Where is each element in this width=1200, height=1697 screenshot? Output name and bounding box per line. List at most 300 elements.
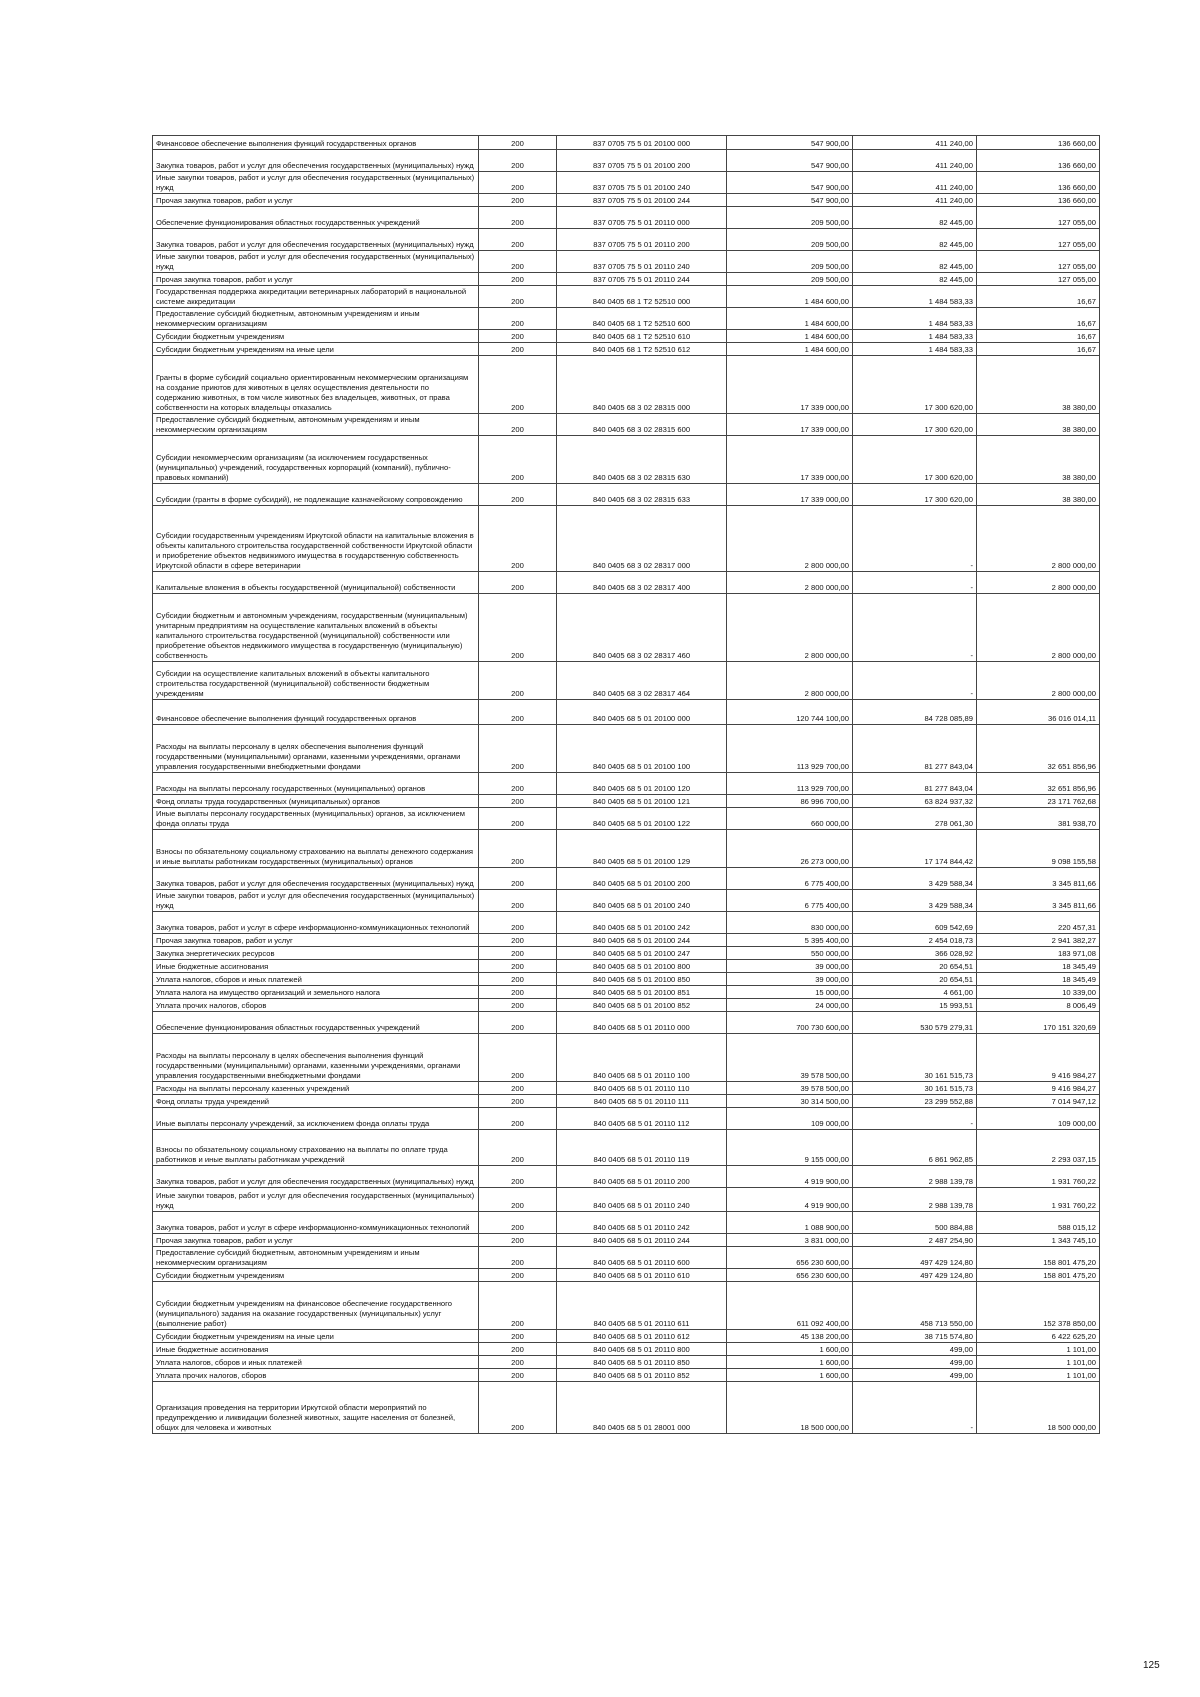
cell-approved-amount: 17 339 000,00 (727, 484, 853, 506)
cell-name: Закупка товаров, работ и услуг в сфере информационно-коммуникационных технологий (153, 912, 479, 934)
cell-unexecuted-amount: 32 651 856,96 (977, 725, 1100, 773)
cell-classification-code: 840 0405 68 1 Т2 52510 612 (557, 343, 727, 356)
table-row (153, 1269, 1100, 1282)
cell-executed-amount: 2 454 018,73 (853, 934, 977, 947)
cell-approved-amount: 6 775 400,00 (727, 890, 853, 912)
cell-classification-code: 837 0705 75 5 01 20110 200 (557, 229, 727, 251)
cell-line-code: 200 (479, 773, 557, 795)
cell-approved-amount: 2 800 000,00 (727, 506, 853, 572)
cell-name: Фонд оплаты труда учреждений (153, 1095, 479, 1108)
cell-approved-amount: 2 800 000,00 (727, 662, 853, 700)
table-row (153, 1188, 1100, 1212)
cell-classification-code: 840 0405 68 5 01 20110 852 (557, 1369, 727, 1382)
cell-unexecuted-amount: 9 416 984,27 (977, 1082, 1100, 1095)
cell-unexecuted-amount: 16,67 (977, 308, 1100, 330)
cell-executed-amount: 82 445,00 (853, 229, 977, 251)
cell-unexecuted-amount: 183 971,08 (977, 947, 1100, 960)
table-row (153, 868, 1100, 890)
cell-unexecuted-amount: 3 345 811,66 (977, 890, 1100, 912)
cell-executed-amount: 17 300 620,00 (853, 436, 977, 484)
cell-line-code: 200 (479, 1234, 557, 1247)
cell-unexecuted-amount: 588 015,12 (977, 1212, 1100, 1234)
cell-unexecuted-amount: 10 339,00 (977, 986, 1100, 999)
cell-name: Субсидии бюджетным учреждениям на иные цели (153, 343, 479, 356)
cell-executed-amount: 3 429 588,34 (853, 890, 977, 912)
cell-name: Гранты в форме субсидий социально ориентированным некоммерческим организациям на создание приютов для животных в целях осуществления деятельности по содержанию животных, в том числе животных без владельцев, животных, от права собственности на которых владельцы отказались (153, 356, 479, 414)
cell-unexecuted-amount: 1 931 760,22 (977, 1188, 1100, 1212)
cell-unexecuted-amount: 158 801 475,20 (977, 1247, 1100, 1269)
table-row (153, 1212, 1100, 1234)
cell-executed-amount: 17 300 620,00 (853, 484, 977, 506)
cell-classification-code: 840 0405 68 5 01 20110 800 (557, 1343, 727, 1356)
cell-name: Иные закупки товаров, работ и услуг для обеспечения государственных (муниципальных) нужд (153, 890, 479, 912)
cell-executed-amount: 84 728 085,89 (853, 700, 977, 725)
cell-name: Финансовое обеспечение выполнения функций государственных органов (153, 700, 479, 725)
cell-classification-code: 840 0405 68 5 01 20100 129 (557, 830, 727, 868)
cell-line-code: 200 (479, 960, 557, 973)
cell-name: Иные закупки товаров, работ и услуг для обеспечения государственных (муниципальных) нужд (153, 1188, 479, 1212)
cell-unexecuted-amount: 18 500 000,00 (977, 1382, 1100, 1434)
cell-approved-amount: 660 000,00 (727, 808, 853, 830)
cell-unexecuted-amount: 6 422 625,20 (977, 1330, 1100, 1343)
cell-line-code: 200 (479, 1012, 557, 1034)
cell-name: Взносы по обязательному социальному страхованию на выплаты по оплате труда работников и иные выплаты работникам учреждений (153, 1130, 479, 1166)
cell-approved-amount: 4 919 900,00 (727, 1188, 853, 1212)
cell-approved-amount: 209 500,00 (727, 251, 853, 273)
cell-classification-code: 837 0705 75 5 01 20110 244 (557, 273, 727, 286)
cell-approved-amount: 656 230 600,00 (727, 1247, 853, 1269)
cell-classification-code: 840 0405 68 5 01 28001 000 (557, 1382, 727, 1434)
cell-approved-amount: 18 500 000,00 (727, 1382, 853, 1434)
cell-classification-code: 840 0405 68 3 02 28317 400 (557, 572, 727, 594)
cell-name: Уплата налогов, сборов и иных платежей (153, 1356, 479, 1369)
cell-approved-amount: 1 484 600,00 (727, 343, 853, 356)
table-row (153, 330, 1100, 343)
cell-executed-amount: - (853, 594, 977, 662)
cell-executed-amount: 82 445,00 (853, 251, 977, 273)
cell-executed-amount: 2 988 139,78 (853, 1166, 977, 1188)
cell-executed-amount: 20 654,51 (853, 960, 977, 973)
table-row (153, 1234, 1100, 1247)
cell-approved-amount: 113 929 700,00 (727, 725, 853, 773)
cell-classification-code: 840 0405 68 5 01 20110 242 (557, 1212, 727, 1234)
cell-executed-amount: 82 445,00 (853, 207, 977, 229)
cell-approved-amount: 39 578 500,00 (727, 1082, 853, 1095)
cell-unexecuted-amount: 2 800 000,00 (977, 506, 1100, 572)
cell-name: Уплата налогов, сборов и иных платежей (153, 973, 479, 986)
table-row (153, 725, 1100, 773)
cell-name: Предоставление субсидий бюджетным, автономным учреждениям и иным некоммерческим организациям (153, 1247, 479, 1269)
table-row (153, 1166, 1100, 1188)
cell-line-code: 200 (479, 414, 557, 436)
cell-approved-amount: 547 900,00 (727, 194, 853, 207)
cell-name: Субсидии бюджетным учреждениям (153, 1269, 479, 1282)
cell-line-code: 200 (479, 700, 557, 725)
cell-approved-amount: 209 500,00 (727, 273, 853, 286)
cell-unexecuted-amount: 158 801 475,20 (977, 1269, 1100, 1282)
cell-unexecuted-amount: 38 380,00 (977, 356, 1100, 414)
cell-executed-amount: 17 300 620,00 (853, 356, 977, 414)
cell-unexecuted-amount: 127 055,00 (977, 229, 1100, 251)
cell-name: Субсидии бюджетным и автономным учреждениям, государственным (муниципальным) унитарным предприятиям на осуществление капитальных вложений в объекты капитального строительства государственной (муниципальной) собственности или приобретение объектов недвижимого имущества в государственную (муниципальную) собственность (153, 594, 479, 662)
table-row (153, 286, 1100, 308)
table-row (153, 662, 1100, 700)
cell-approved-amount: 113 929 700,00 (727, 773, 853, 795)
cell-approved-amount: 1 484 600,00 (727, 330, 853, 343)
cell-executed-amount: 17 300 620,00 (853, 414, 977, 436)
cell-line-code: 200 (479, 986, 557, 999)
cell-executed-amount: 411 240,00 (853, 136, 977, 150)
table-row (153, 808, 1100, 830)
table-row (153, 1382, 1100, 1434)
cell-line-code: 200 (479, 830, 557, 868)
cell-name: Организация проведения на территории Иркутской области мероприятий по предупреждению и ликвидации болезней животных, защите населения от болезней, общих для человека и животных (153, 1382, 479, 1434)
cell-executed-amount: 1 484 583,33 (853, 343, 977, 356)
cell-executed-amount: 497 429 124,80 (853, 1247, 977, 1269)
cell-name: Взносы по обязательному социальному страхованию на выплаты денежного содержания и иные выплаты работникам государственных (муниципальных) органов (153, 830, 479, 868)
table-row (153, 960, 1100, 973)
cell-line-code: 200 (479, 1356, 557, 1369)
cell-unexecuted-amount: 2 800 000,00 (977, 594, 1100, 662)
cell-unexecuted-amount: 220 457,31 (977, 912, 1100, 934)
cell-line-code: 200 (479, 1108, 557, 1130)
cell-classification-code: 837 0705 75 5 01 20110 240 (557, 251, 727, 273)
cell-line-code: 200 (479, 725, 557, 773)
cell-classification-code: 840 0405 68 1 Т2 52510 600 (557, 308, 727, 330)
cell-executed-amount: - (853, 662, 977, 700)
cell-unexecuted-amount: 38 380,00 (977, 414, 1100, 436)
cell-name: Иные закупки товаров, работ и услуг для обеспечения государственных (муниципальных) нужд (153, 172, 479, 194)
cell-line-code: 200 (479, 1166, 557, 1188)
cell-approved-amount: 26 273 000,00 (727, 830, 853, 868)
cell-unexecuted-amount: 109 000,00 (977, 1108, 1100, 1130)
cell-unexecuted-amount: 38 380,00 (977, 436, 1100, 484)
cell-executed-amount: 411 240,00 (853, 150, 977, 172)
cell-classification-code: 840 0405 68 1 Т2 52510 000 (557, 286, 727, 308)
cell-executed-amount: 278 061,30 (853, 808, 977, 830)
table-row (153, 356, 1100, 414)
cell-classification-code: 840 0405 68 3 02 28315 600 (557, 414, 727, 436)
table-row (153, 1012, 1100, 1034)
cell-name: Субсидии некоммерческим организациям (за исключением государственных (муниципальных) учреждений, государственных корпораций (компаний), публично-правовых компаний) (153, 436, 479, 484)
cell-line-code: 200 (479, 1382, 557, 1434)
cell-approved-amount: 830 000,00 (727, 912, 853, 934)
cell-approved-amount: 17 339 000,00 (727, 436, 853, 484)
cell-approved-amount: 39 578 500,00 (727, 1034, 853, 1082)
cell-executed-amount: - (853, 572, 977, 594)
cell-approved-amount: 109 000,00 (727, 1108, 853, 1130)
cell-name: Фонд оплаты труда государственных (муниципальных) органов (153, 795, 479, 808)
table-row (153, 999, 1100, 1012)
cell-unexecuted-amount: 9 098 155,58 (977, 830, 1100, 868)
cell-approved-amount: 1 600,00 (727, 1356, 853, 1369)
table-row (153, 308, 1100, 330)
cell-approved-amount: 1 088 900,00 (727, 1212, 853, 1234)
cell-line-code: 200 (479, 1330, 557, 1343)
cell-line-code: 200 (479, 207, 557, 229)
cell-classification-code: 837 0705 75 5 01 20100 240 (557, 172, 727, 194)
cell-classification-code: 840 0405 68 5 01 20110 111 (557, 1095, 727, 1108)
cell-executed-amount: 458 713 550,00 (853, 1282, 977, 1330)
cell-name: Субсидии государственным учреждениям Иркутской области на капитальные вложения в объекты капитального строительства государственной собственности Иркутской области и приобретение объектов недвижимого имущества в государственную собственность Иркутской области в сфере ветеринарии (153, 506, 479, 572)
cell-line-code: 200 (479, 229, 557, 251)
cell-classification-code: 840 0405 68 5 01 20100 850 (557, 973, 727, 986)
table-row (153, 484, 1100, 506)
table-row (153, 1356, 1100, 1369)
cell-executed-amount: 499,00 (853, 1343, 977, 1356)
table-row (153, 194, 1100, 207)
cell-approved-amount: 700 730 600,00 (727, 1012, 853, 1034)
table-row (153, 343, 1100, 356)
cell-executed-amount: 497 429 124,80 (853, 1269, 977, 1282)
cell-unexecuted-amount: 127 055,00 (977, 251, 1100, 273)
cell-unexecuted-amount: 32 651 856,96 (977, 773, 1100, 795)
cell-unexecuted-amount: 136 660,00 (977, 194, 1100, 207)
cell-executed-amount: 30 161 515,73 (853, 1082, 977, 1095)
cell-executed-amount: - (853, 1108, 977, 1130)
cell-executed-amount: 1 484 583,33 (853, 330, 977, 343)
cell-approved-amount: 39 000,00 (727, 973, 853, 986)
table-row (153, 436, 1100, 484)
cell-approved-amount: 9 155 000,00 (727, 1130, 853, 1166)
cell-name: Прочая закупка товаров, работ и услуг (153, 934, 479, 947)
cell-classification-code: 840 0405 68 5 01 20100 121 (557, 795, 727, 808)
cell-approved-amount: 86 996 700,00 (727, 795, 853, 808)
cell-name: Прочая закупка товаров, работ и услуг (153, 1234, 479, 1247)
table-row (153, 1330, 1100, 1343)
cell-approved-amount: 120 744 100,00 (727, 700, 853, 725)
cell-line-code: 200 (479, 999, 557, 1012)
cell-line-code: 200 (479, 868, 557, 890)
cell-name: Субсидии (гранты в форме субсидий), не подлежащие казначейскому сопровождению (153, 484, 479, 506)
cell-classification-code: 840 0405 68 5 01 20110 610 (557, 1269, 727, 1282)
cell-name: Иные бюджетные ассигнования (153, 1343, 479, 1356)
cell-classification-code: 840 0405 68 5 01 20110 240 (557, 1188, 727, 1212)
cell-line-code: 200 (479, 330, 557, 343)
cell-line-code: 200 (479, 947, 557, 960)
cell-name: Иные бюджетные ассигнования (153, 960, 479, 973)
cell-line-code: 200 (479, 1130, 557, 1166)
cell-classification-code: 840 0405 68 3 02 28317 000 (557, 506, 727, 572)
cell-unexecuted-amount: 1 343 745,10 (977, 1234, 1100, 1247)
cell-line-code: 200 (479, 273, 557, 286)
cell-unexecuted-amount: 18 345,49 (977, 960, 1100, 973)
table-row (153, 1108, 1100, 1130)
cell-name: Субсидии на осуществление капитальных вложений в объекты капитального строительства государственной (муниципальной) собственности бюджетным учреждениям (153, 662, 479, 700)
cell-executed-amount: 20 654,51 (853, 973, 977, 986)
cell-line-code: 200 (479, 662, 557, 700)
cell-classification-code: 840 0405 68 5 01 20100 200 (557, 868, 727, 890)
cell-approved-amount: 547 900,00 (727, 136, 853, 150)
cell-name: Субсидии бюджетным учреждениям на финансовое обеспечение государственного (муниципального) задания на оказание государственных (муниципальных) услуг (выполнение работ) (153, 1282, 479, 1330)
cell-executed-amount: 2 487 254,90 (853, 1234, 977, 1247)
table-row (153, 150, 1100, 172)
cell-approved-amount: 17 339 000,00 (727, 356, 853, 414)
cell-executed-amount: 17 174 844,42 (853, 830, 977, 868)
cell-line-code: 200 (479, 150, 557, 172)
cell-classification-code: 840 0405 68 5 01 20100 851 (557, 986, 727, 999)
cell-unexecuted-amount: 36 016 014,11 (977, 700, 1100, 725)
cell-line-code: 200 (479, 484, 557, 506)
cell-line-code: 200 (479, 343, 557, 356)
cell-line-code: 200 (479, 136, 557, 150)
cell-approved-amount: 611 092 400,00 (727, 1282, 853, 1330)
cell-approved-amount: 17 339 000,00 (727, 414, 853, 436)
cell-unexecuted-amount: 38 380,00 (977, 484, 1100, 506)
table-row (153, 251, 1100, 273)
cell-unexecuted-amount: 381 938,70 (977, 808, 1100, 830)
cell-line-code: 200 (479, 356, 557, 414)
cell-line-code: 200 (479, 973, 557, 986)
cell-line-code: 200 (479, 1082, 557, 1095)
cell-approved-amount: 547 900,00 (727, 172, 853, 194)
page-number: 125 (1143, 1660, 1160, 1671)
cell-approved-amount: 209 500,00 (727, 229, 853, 251)
cell-name: Расходы на выплаты персоналу государственных (муниципальных) органов (153, 773, 479, 795)
cell-unexecuted-amount: 8 006,49 (977, 999, 1100, 1012)
cell-unexecuted-amount: 1 101,00 (977, 1356, 1100, 1369)
cell-classification-code: 840 0405 68 5 01 20110 112 (557, 1108, 727, 1130)
cell-classification-code: 840 0405 68 1 Т2 52510 610 (557, 330, 727, 343)
cell-name: Расходы на выплаты персоналу в целях обеспечения выполнения функций государственными (муниципальными) органами, казенными учреждениями, органами управления государственными внебюджетными фондами (153, 725, 479, 773)
cell-executed-amount: 6 861 962,85 (853, 1130, 977, 1166)
cell-classification-code: 840 0405 68 3 02 28315 633 (557, 484, 727, 506)
cell-classification-code: 840 0405 68 3 02 28317 460 (557, 594, 727, 662)
cell-name: Закупка товаров, работ и услуг для обеспечения государственных (муниципальных) нужд (153, 229, 479, 251)
cell-classification-code: 840 0405 68 5 01 20100 247 (557, 947, 727, 960)
cell-executed-amount: 81 277 843,04 (853, 725, 977, 773)
cell-classification-code: 840 0405 68 5 01 20110 612 (557, 1330, 727, 1343)
cell-approved-amount: 1 484 600,00 (727, 308, 853, 330)
cell-classification-code: 837 0705 75 5 01 20100 200 (557, 150, 727, 172)
cell-executed-amount: 63 824 937,32 (853, 795, 977, 808)
cell-approved-amount: 39 000,00 (727, 960, 853, 973)
cell-line-code: 200 (479, 1247, 557, 1269)
table-row (153, 506, 1100, 572)
cell-unexecuted-amount: 23 171 762,68 (977, 795, 1100, 808)
cell-approved-amount: 209 500,00 (727, 207, 853, 229)
cell-unexecuted-amount: 152 378 850,00 (977, 1282, 1100, 1330)
cell-unexecuted-amount: 136 660,00 (977, 150, 1100, 172)
table-row (153, 912, 1100, 934)
cell-line-code: 200 (479, 594, 557, 662)
table-row (153, 414, 1100, 436)
cell-approved-amount: 547 900,00 (727, 150, 853, 172)
cell-line-code: 200 (479, 1343, 557, 1356)
cell-executed-amount: 366 028,92 (853, 947, 977, 960)
table-row (153, 795, 1100, 808)
table-row (153, 207, 1100, 229)
cell-line-code: 200 (479, 572, 557, 594)
cell-unexecuted-amount: 16,67 (977, 286, 1100, 308)
cell-classification-code: 837 0705 75 5 01 20100 244 (557, 194, 727, 207)
cell-classification-code: 840 0405 68 5 01 20110 110 (557, 1082, 727, 1095)
cell-unexecuted-amount: 9 416 984,27 (977, 1034, 1100, 1082)
cell-line-code: 200 (479, 912, 557, 934)
cell-approved-amount: 24 000,00 (727, 999, 853, 1012)
budget-execution-table (152, 135, 1100, 1434)
cell-executed-amount: 499,00 (853, 1356, 977, 1369)
cell-approved-amount: 2 800 000,00 (727, 572, 853, 594)
cell-line-code: 200 (479, 436, 557, 484)
cell-unexecuted-amount: 7 014 947,12 (977, 1095, 1100, 1108)
cell-name: Закупка товаров, работ и услуг для обеспечения государственных (муниципальных) нужд (153, 1166, 479, 1188)
cell-classification-code: 840 0405 68 3 02 28315 000 (557, 356, 727, 414)
table-row (153, 1130, 1100, 1166)
cell-line-code: 200 (479, 795, 557, 808)
cell-classification-code: 840 0405 68 5 01 20110 000 (557, 1012, 727, 1034)
table-row (153, 572, 1100, 594)
cell-classification-code: 837 0705 75 5 01 20100 000 (557, 136, 727, 150)
cell-line-code: 200 (479, 506, 557, 572)
cell-unexecuted-amount: 2 800 000,00 (977, 662, 1100, 700)
cell-approved-amount: 1 484 600,00 (727, 286, 853, 308)
table-row (153, 934, 1100, 947)
cell-classification-code: 840 0405 68 5 01 20100 000 (557, 700, 727, 725)
cell-approved-amount: 30 314 500,00 (727, 1095, 853, 1108)
cell-name: Закупка товаров, работ и услуг для обеспечения государственных (муниципальных) нужд (153, 150, 479, 172)
cell-unexecuted-amount: 2 941 382,27 (977, 934, 1100, 947)
cell-approved-amount: 1 600,00 (727, 1369, 853, 1382)
cell-executed-amount: 411 240,00 (853, 172, 977, 194)
cell-line-code: 200 (479, 1269, 557, 1282)
cell-line-code: 200 (479, 890, 557, 912)
cell-name: Обеспечение функционирования областных государственных учреждений (153, 1012, 479, 1034)
cell-classification-code: 840 0405 68 5 01 20100 122 (557, 808, 727, 830)
table-row (153, 1343, 1100, 1356)
cell-line-code: 200 (479, 808, 557, 830)
cell-classification-code: 840 0405 68 5 01 20110 100 (557, 1034, 727, 1082)
cell-unexecuted-amount: 136 660,00 (977, 136, 1100, 150)
cell-unexecuted-amount: 2 800 000,00 (977, 572, 1100, 594)
cell-name: Субсидии бюджетным учреждениям на иные цели (153, 1330, 479, 1343)
cell-classification-code: 840 0405 68 3 02 28315 630 (557, 436, 727, 484)
cell-approved-amount: 656 230 600,00 (727, 1269, 853, 1282)
table-row (153, 700, 1100, 725)
cell-name: Иные выплаты персоналу учреждений, за исключением фонда оплаты труда (153, 1108, 479, 1130)
cell-line-code: 200 (479, 1212, 557, 1234)
cell-approved-amount: 1 600,00 (727, 1343, 853, 1356)
table-row (153, 273, 1100, 286)
cell-executed-amount: 499,00 (853, 1369, 977, 1382)
table-row (153, 172, 1100, 194)
cell-executed-amount: 1 484 583,33 (853, 286, 977, 308)
cell-name: Обеспечение функционирования областных государственных учреждений (153, 207, 479, 229)
cell-line-code: 200 (479, 286, 557, 308)
cell-executed-amount: 411 240,00 (853, 194, 977, 207)
cell-unexecuted-amount: 170 151 320,69 (977, 1012, 1100, 1034)
cell-line-code: 200 (479, 308, 557, 330)
cell-name: Прочая закупка товаров, работ и услуг (153, 273, 479, 286)
cell-name: Субсидии бюджетным учреждениям (153, 330, 479, 343)
table-row (153, 1369, 1100, 1382)
cell-executed-amount: 500 884,88 (853, 1212, 977, 1234)
cell-name: Уплата прочих налогов, сборов (153, 999, 479, 1012)
cell-executed-amount: 15 993,51 (853, 999, 977, 1012)
cell-executed-amount: 82 445,00 (853, 273, 977, 286)
table-row (153, 1082, 1100, 1095)
cell-classification-code: 840 0405 68 5 01 20110 850 (557, 1356, 727, 1369)
cell-unexecuted-amount: 18 345,49 (977, 973, 1100, 986)
cell-executed-amount: 30 161 515,73 (853, 1034, 977, 1082)
cell-name: Расходы на выплаты персоналу казенных учреждений (153, 1082, 479, 1095)
cell-name: Закупка товаров, работ и услуг в сфере информационно-коммуникационных технологий (153, 1212, 479, 1234)
cell-name: Уплата прочих налогов, сборов (153, 1369, 479, 1382)
table-row (153, 1282, 1100, 1330)
cell-unexecuted-amount: 16,67 (977, 330, 1100, 343)
cell-unexecuted-amount: 1 931 760,22 (977, 1166, 1100, 1188)
cell-executed-amount: 23 299 552,88 (853, 1095, 977, 1108)
